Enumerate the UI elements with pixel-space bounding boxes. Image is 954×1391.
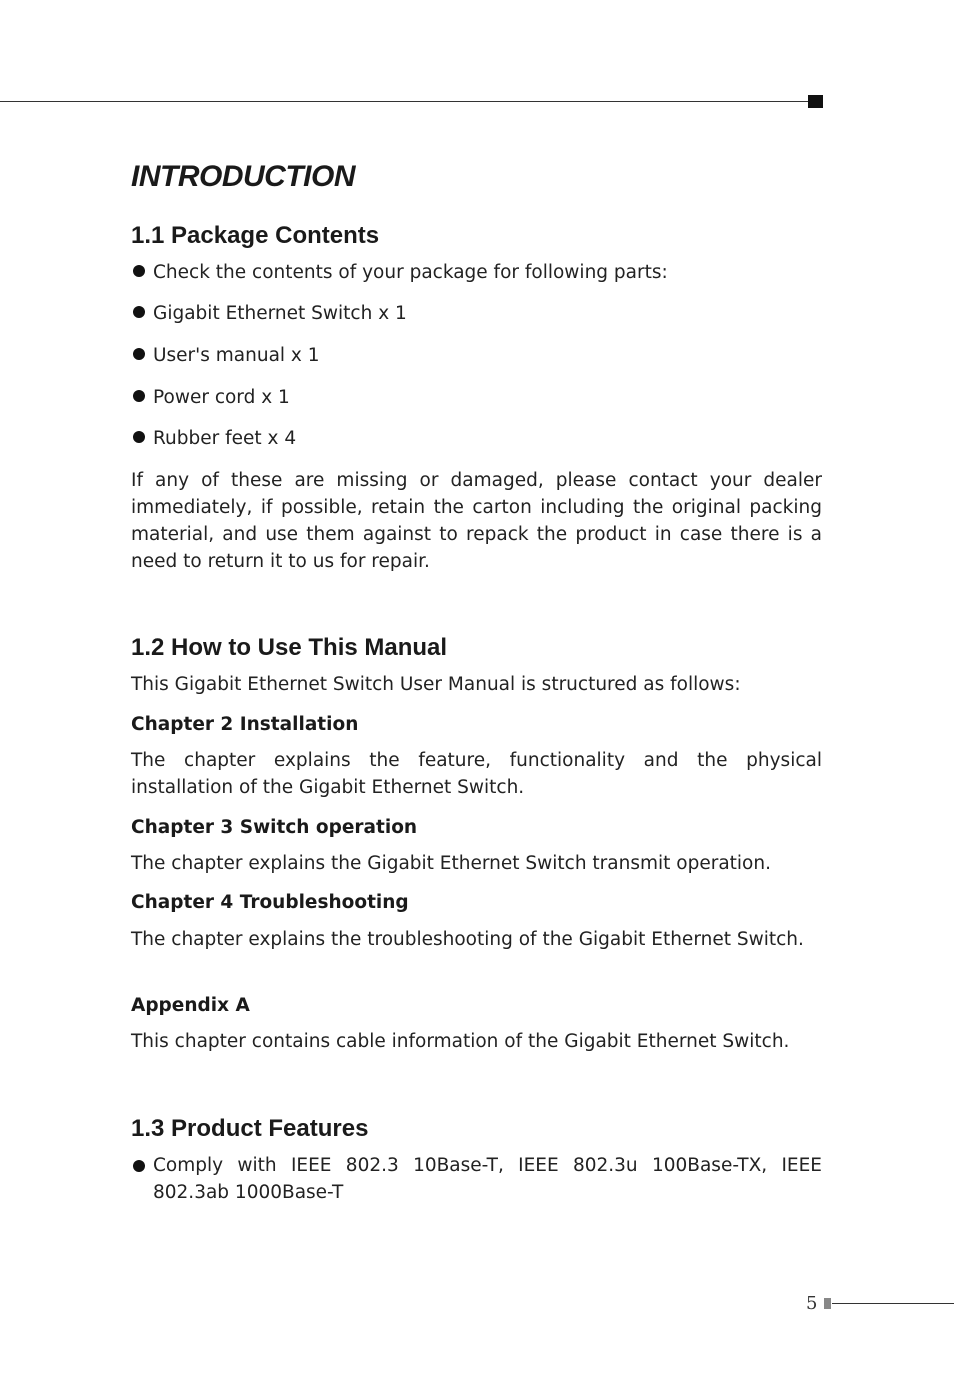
appendix-description: This chapter contains cable information of the Gigabit Ethernet Switch. [131,1031,790,1052]
section-heading-package-contents: 1.1 Package Contents [131,222,380,249]
chapter-title: Chapter 3 Switch operation [131,817,418,838]
page-number: 5 [806,1293,818,1314]
footer-rule [832,1303,954,1304]
header-rule [0,101,810,102]
bullet-icon [133,348,145,360]
bullet-item [133,300,407,327]
feature-bullet-item [133,1152,822,1206]
bullet-text: Rubber feet x 4 [153,428,297,449]
bullet-text: User's manual x 1 [153,345,320,366]
chapter-description: The chapter explains the troubleshooting of the Gigabit Ethernet Switch. [131,929,804,950]
header-square-marker [808,95,823,108]
bullet-item [133,259,668,286]
bullet-icon [133,1160,145,1172]
page-title: INTRODUCTION [131,160,355,193]
chapter-description: The chapter explains the feature, functionality and the physical installation of the Gigabit Ethernet Switch. [131,750,822,798]
bullet-item [133,425,296,452]
section-heading-how-to-use: 1.2 How to Use This Manual [131,634,448,661]
feature-text: Comply with IEEE 802.3 10Base-T, IEEE 802.3u 100Base-TX, IEEE 802.3ab 1000Base-T [153,1155,822,1203]
bullet-icon [133,431,145,443]
section-heading-product-features: 1.3 Product Features [131,1115,369,1142]
bullet-icon [133,306,145,318]
bullet-item [133,384,290,411]
bullet-item [133,342,320,369]
chapter-title: Chapter 4 Troubleshooting [131,892,409,913]
bullet-text: Check the contents of your package for following parts: [153,262,668,283]
bullet-icon [133,390,145,402]
bullet-text: Power cord x 1 [153,387,290,408]
appendix-title: Appendix A [131,995,250,1016]
package-note-paragraph: If any of these are missing or damaged, please contact your dealer immediately, if possible, retain the carton including the original packing material, and use them against to repack the product in case there is a need to return it to us for repair. [131,470,822,572]
bullet-text: Gigabit Ethernet Switch x 1 [153,303,407,324]
chapter-description: The chapter explains the Gigabit Ethernet Switch transmit operation. [131,853,771,874]
bullet-icon [133,265,145,277]
footer-marker [824,1298,831,1309]
chapter-title: Chapter 2 Installation [131,714,359,735]
manual-intro-text: This Gigabit Ethernet Switch User Manual is structured as follows: [131,674,741,695]
